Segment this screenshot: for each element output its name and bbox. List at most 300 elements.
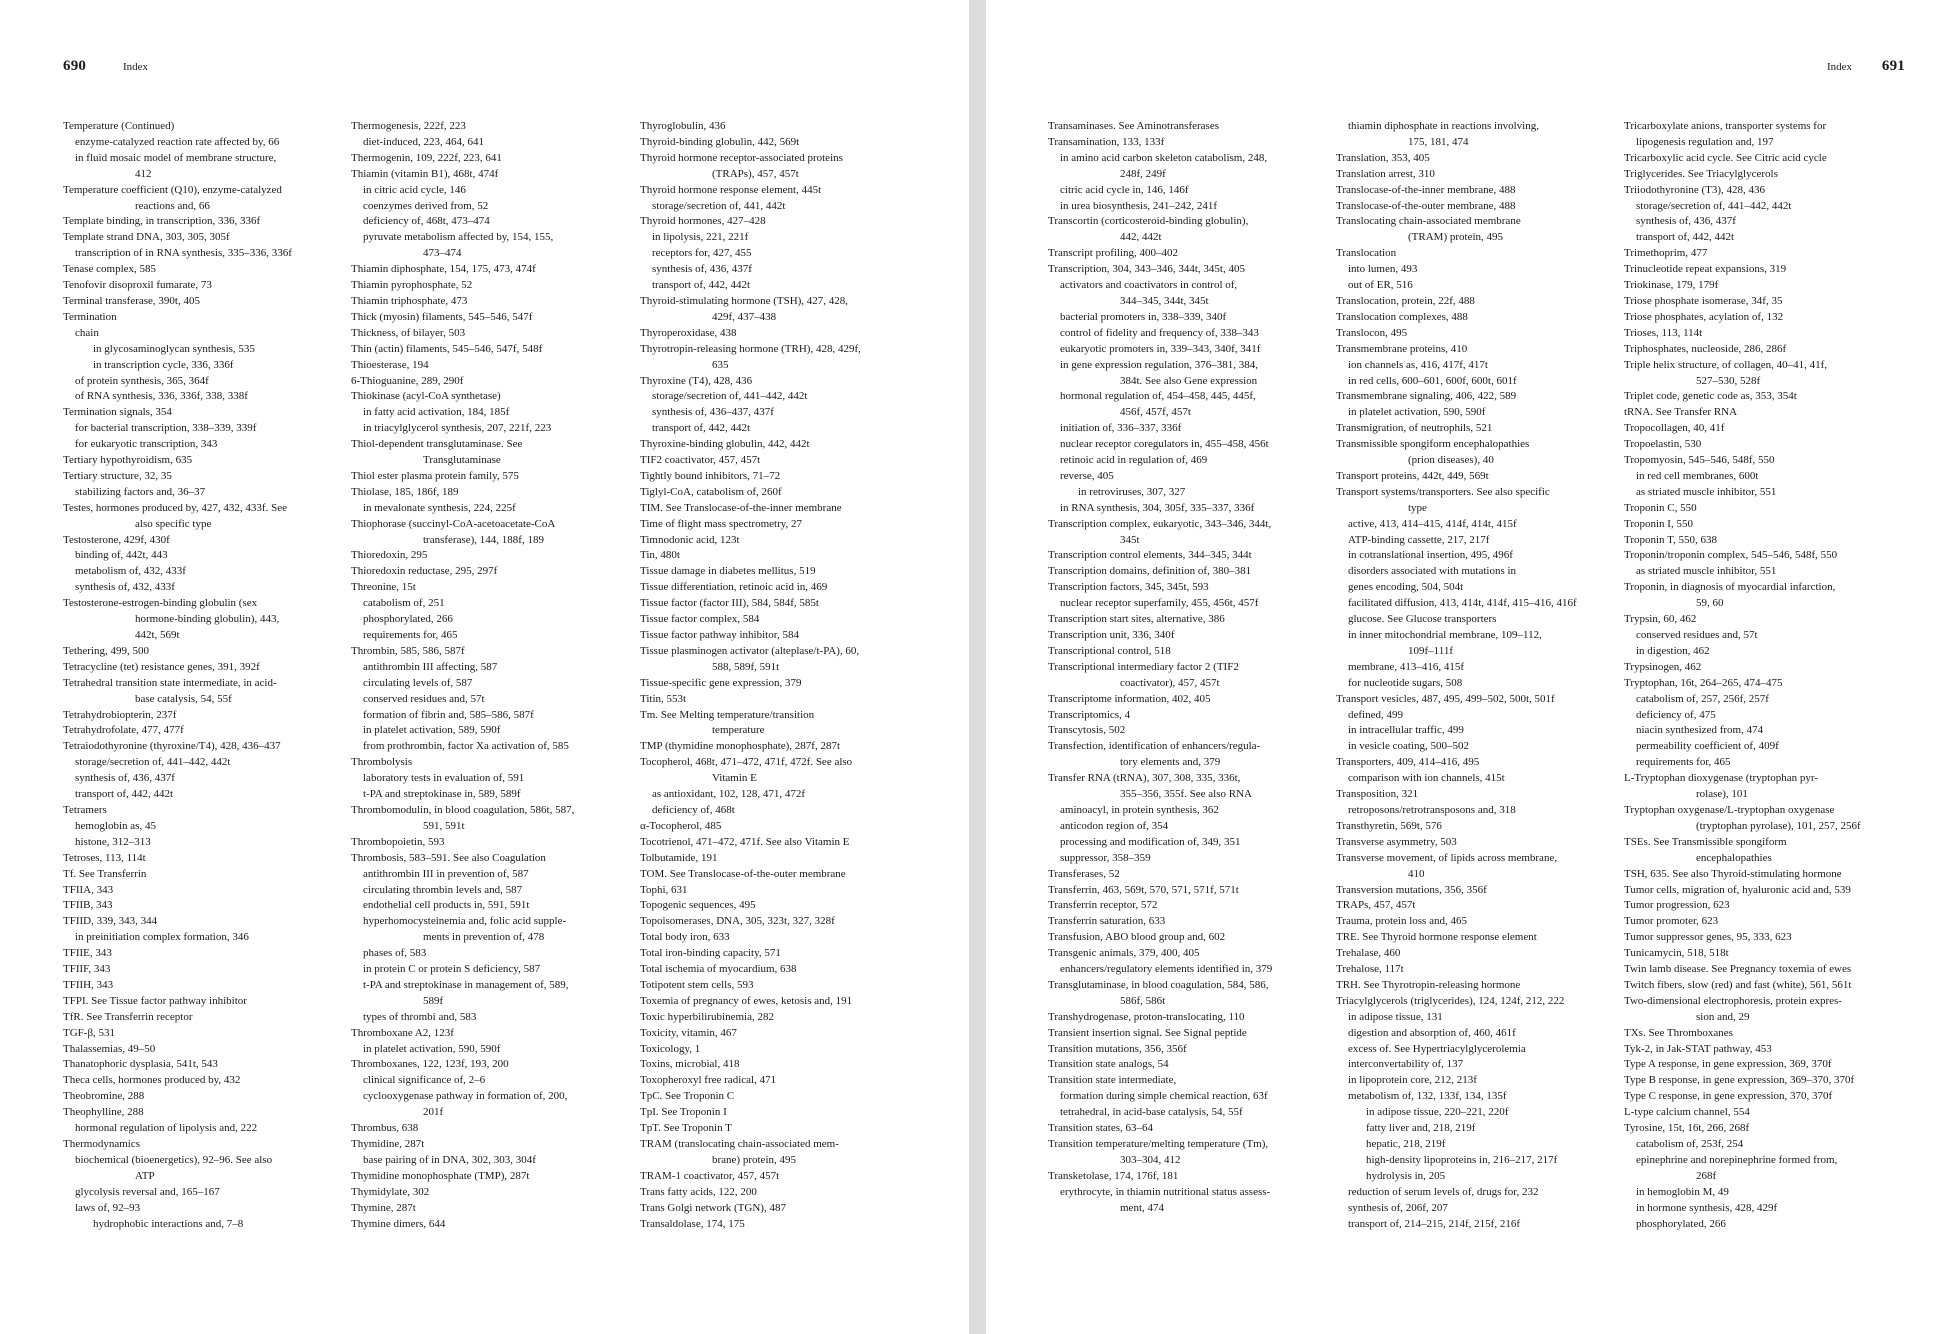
index-entry: t-PA and streptokinase in management of, 589, xyxy=(363,978,569,991)
index-entry: binding of, 442t, 443 xyxy=(75,549,168,562)
index-entry: 6-Thioguanine, 289, 290f xyxy=(351,374,464,387)
index-entry: coenzymes derived from, 52 xyxy=(363,199,489,212)
index-entry: Transient insertion signal. See Signal peptide xyxy=(1048,1026,1247,1039)
index-entry: Triphosphates, nucleoside, 286, 286f xyxy=(1624,342,1787,355)
index-entry: Thyroid-binding globulin, 442, 569t xyxy=(640,135,800,148)
index-entry: Transglutaminase xyxy=(423,454,501,467)
index-entry: Testosterone-estrogen-binding globulin (sex xyxy=(63,597,258,610)
index-entry: Termination signals, 354 xyxy=(63,406,172,419)
index-entry: Transition states, 63–64 xyxy=(1048,1122,1154,1135)
index-entry: for bacterial transcription, 338–339, 339f xyxy=(75,422,257,435)
index-entry: in glycosaminoglycan synthesis, 535 xyxy=(93,342,255,355)
index-entry: Transfer RNA (tRNA), 307, 308, 335, 336t, xyxy=(1048,772,1241,785)
index-entry: in red cells, 600–601, 600f, 600t, 601f xyxy=(1348,374,1517,387)
index-entry: Transferrin receptor, 572 xyxy=(1048,899,1158,912)
index-entry: Thrombopoietin, 593 xyxy=(351,835,445,848)
page-number: 690 xyxy=(63,58,87,74)
index-entry: transferase), 144, 188f, 189 xyxy=(423,533,544,546)
index-entry: requirements for, 465 xyxy=(363,629,458,641)
index-entry: Thyroperoxidase, 438 xyxy=(640,326,737,339)
index-entry: types of thrombi and, 583 xyxy=(363,1010,477,1023)
index-entry: Tissue factor (factor III), 584, 584f, 585t xyxy=(640,597,819,610)
index-entry: Tightly bound inhibitors, 71–72 xyxy=(640,469,781,482)
index-entry: 429f, 437–438 xyxy=(712,310,777,323)
index-entry: Type A response, in gene expression, 369, 370f xyxy=(1624,1058,1832,1071)
index-entry: Thymidylate, 302 xyxy=(351,1185,430,1198)
index-entry: Tolbutamide, 191 xyxy=(640,851,718,864)
index-entry: Thermogenin, 109, 222f, 223, 641 xyxy=(351,151,502,164)
index-entry: Topoisomerases, DNA, 305, 323t, 327, 328f xyxy=(640,915,835,928)
index-entry: Tophi, 631 xyxy=(640,883,688,896)
index-entry: Thyroglobulin, 436 xyxy=(640,120,726,132)
index-entry: TXs. See Thromboxanes xyxy=(1624,1026,1733,1039)
index-entry: 201f xyxy=(423,1106,444,1119)
index-entry: Tocopherol, 468t, 471–472, 471f, 472f. See also xyxy=(640,756,853,769)
index-entry: eukaryotic promoters in, 339–343, 340f, 341f xyxy=(1060,342,1261,355)
index-entry: also specific type xyxy=(135,517,212,530)
index-entry: 586f, 586t xyxy=(1120,994,1166,1007)
index-entry: Toxic hyperbilirubinemia, 282 xyxy=(640,1010,774,1023)
index-entry: in amino acid carbon skeleton catabolism, 248, xyxy=(1060,151,1268,164)
index-entry: enhancers/regulatory elements identified in, 379 xyxy=(1060,963,1273,976)
index-entry: Tricarboxylate anions, transporter systems for xyxy=(1624,120,1827,132)
index-entry: Troponin I, 550 xyxy=(1624,517,1693,530)
index-entry: in adipose tissue, 131 xyxy=(1348,1010,1443,1023)
index-entry: synthesis of, 206f, 207 xyxy=(1348,1201,1448,1214)
index-entry: as striated muscle inhibitor, 551 xyxy=(1636,565,1777,578)
index-entry: Transcriptional control, 518 xyxy=(1048,644,1171,657)
index-entry: 303–304, 412 xyxy=(1120,1153,1181,1166)
index-entry: hyperhomocysteinemia and, folic acid supple- xyxy=(363,915,567,928)
index-entry: from prothrombin, factor Xa activation of, 585 xyxy=(363,740,569,753)
index-entry: Tumor cells, migration of, hyaluronic acid and, 539 xyxy=(1624,883,1851,896)
page-number: 691 xyxy=(1881,58,1905,74)
index-entry: Tissue differentiation, retinoic acid in, 469 xyxy=(640,581,828,594)
index-entry: Tf. See Transferrin xyxy=(63,867,147,880)
index-entry: Translation, 353, 405 xyxy=(1336,151,1430,164)
index-entry: Thymidine monophosphate (TMP), 287t xyxy=(351,1169,530,1182)
index-entry: TSEs. See Transmissible spongiform xyxy=(1624,835,1787,848)
index-entry: in lipolysis, 221, 221f xyxy=(652,231,749,244)
index-entry: Tyrosine, 15t, 16t, 266, 268f xyxy=(1624,1122,1750,1135)
index-entry: high-density lipoproteins in, 216–217, 217f xyxy=(1366,1153,1558,1166)
index-entry: Thrombosis, 583–591. See also Coagulation xyxy=(351,851,546,864)
index-entry: deficiency of, 475 xyxy=(1636,708,1716,721)
index-entry: hemoglobin as, 45 xyxy=(75,819,156,832)
index-entry: Transfection, identification of enhancers/regula- xyxy=(1048,740,1261,753)
index-entry: Timnodonic acid, 123t xyxy=(640,533,740,546)
index-entry: Tropocollagen, 40, 41f xyxy=(1624,422,1725,435)
index-entry: in platelet activation, 590, 590f xyxy=(1348,406,1486,419)
index-entry: storage/secretion of, 441, 442t xyxy=(652,199,786,212)
index-entry: storage/secretion of, 441–442, 442t xyxy=(652,390,808,403)
index-entry: TpT. See Troponin T xyxy=(640,1122,732,1135)
index-entry: Tetracycline (tet) resistance genes, 391, 392f xyxy=(63,660,260,673)
index-entry: Tenase complex, 585 xyxy=(63,263,157,276)
index-entry: transcription of in RNA synthesis, 335–336, 336f xyxy=(75,247,292,260)
index-entry: in gene expression regulation, 376–381, 384, xyxy=(1060,358,1258,371)
index-entry: TMP (thymidine monophosphate), 287f, 287t xyxy=(640,740,841,753)
index-entry: Transcriptomics, 4 xyxy=(1048,708,1131,721)
index-entry: comparison with ion channels, 415t xyxy=(1348,772,1505,785)
index-entry: rolase), 101 xyxy=(1696,788,1748,801)
index-entry: 442t, 569t xyxy=(135,629,180,641)
index-entry: Toxopheroxyl free radical, 471 xyxy=(640,1074,777,1087)
index-entry: defined, 499 xyxy=(1348,708,1403,721)
index-entry: encephalopathies xyxy=(1696,851,1772,864)
index-entry: Thiol ester plasma protein family, 575 xyxy=(351,469,519,482)
index-entry: Terminal transferase, 390t, 405 xyxy=(63,294,200,307)
index-entry: in hemoglobin M, 49 xyxy=(1636,1185,1729,1198)
index-entry: in inner mitochondrial membrane, 109–112, xyxy=(1348,629,1542,641)
index-entry: Thyroxine-binding globulin, 442, 442t xyxy=(640,438,810,451)
index-entry: Transcriptional intermediary factor 2 (TIF2 xyxy=(1048,660,1239,673)
index-entry: of RNA synthesis, 336, 336f, 338, 338f xyxy=(75,390,248,403)
index-entry: Thick (myosin) filaments, 545–546, 547f xyxy=(351,310,533,323)
index-entry: Translation arrest, 310 xyxy=(1336,167,1435,180)
index-entry: Transglutaminase, in blood coagulation, 584, 586, xyxy=(1048,978,1269,991)
index-entry: Trioses, 113, 114t xyxy=(1624,326,1703,339)
index-entry: TSH, 635. See also Thyroid-stimulating hormone xyxy=(1624,867,1842,880)
index-entry: conserved residues and, 57t xyxy=(363,692,485,705)
index-entry: pyruvate metabolism affected by, 154, 155, xyxy=(363,231,554,244)
index-entry: Thrombus, 638 xyxy=(351,1122,419,1135)
index-entry: Totipotent stem cells, 593 xyxy=(640,978,754,991)
index-entry: activators and coactivators in control of, xyxy=(1060,279,1238,292)
index-entry: Thyroid hormone receptor-associated proteins xyxy=(640,151,843,164)
index-entry: glucose. See Glucose transporters xyxy=(1348,613,1497,626)
index-entry: metabolism of, 432, 433f xyxy=(75,565,186,578)
index-entry: tory elements and, 379 xyxy=(1120,756,1221,769)
index-entry: Transfusion, ABO blood group and, 602 xyxy=(1048,931,1226,944)
index-entry: 344–345, 344t, 345t xyxy=(1120,294,1209,307)
index-entry: Transhydrogenase, proton-translocating, 110 xyxy=(1048,1010,1245,1023)
index-entry: Transcription complex, eukaryotic, 343–346, 344t, xyxy=(1048,517,1272,530)
index-entry: Transition mutations, 356, 356f xyxy=(1048,1042,1187,1055)
index-entry: epinephrine and norepinephrine formed from, xyxy=(1636,1153,1838,1166)
index-entry: erythrocyte, in thiamin nutritional status assess- xyxy=(1060,1185,1271,1198)
index-entry: Titin, 553t xyxy=(640,692,687,705)
index-entry: (tryptophan pyrolase), 101, 257, 256f xyxy=(1696,819,1861,832)
index-entry: Tricarboxylic acid cycle. See Citric acid cycle xyxy=(1624,151,1827,164)
index-entry: Transcription start sites, alternative, 386 xyxy=(1048,613,1225,626)
index-entry: storage/secretion of, 441–442, 442t xyxy=(1636,199,1792,212)
index-entry: in intracellular traffic, 499 xyxy=(1348,724,1464,737)
index-entry: Thioredoxin reductase, 295, 297f xyxy=(351,565,498,578)
index-entry: Tissue-specific gene expression, 379 xyxy=(640,676,802,689)
index-entry: of protein synthesis, 365, 364f xyxy=(75,374,209,387)
index-entry: 635 xyxy=(712,358,729,371)
index-entry: 591, 591t xyxy=(423,819,465,832)
index-entry: glycolysis reversal and, 165–167 xyxy=(75,1185,220,1198)
index-entry: Transcriptome information, 402, 405 xyxy=(1048,692,1211,705)
index-entry: Tocotrienol, 471–472, 471f. See also Vitamin E xyxy=(640,835,850,848)
index-entry: TFIIH, 343 xyxy=(63,978,114,991)
index-entry: synthesis of, 436–437, 437f xyxy=(652,406,774,419)
index-entry: Thiamin triphosphate, 473 xyxy=(351,294,468,307)
index-entry: formation during simple chemical reaction, 63f xyxy=(1060,1090,1268,1103)
index-entry: Testes, hormones produced by, 427, 432, 433f. See xyxy=(63,501,287,514)
index-entry: Toxins, microbial, 418 xyxy=(640,1058,740,1071)
index-entry: 589f xyxy=(423,994,444,1007)
index-entry: Thanatophoric dysplasia, 541t, 543 xyxy=(63,1058,218,1071)
index-entry: coactivator), 457, 457t xyxy=(1120,676,1220,689)
index-entry: catabolism of, 253f, 254 xyxy=(1636,1138,1744,1150)
index-entry: Thromboxane A2, 123f xyxy=(351,1026,454,1039)
index-entry: Thioesterase, 194 xyxy=(351,358,429,371)
index-entry: Tissue damage in diabetes mellitus, 519 xyxy=(640,565,816,578)
index-entry: aminoacyl, in protein synthesis, 362 xyxy=(1060,803,1219,816)
index-entry: Total ischemia of myocardium, 638 xyxy=(640,963,797,976)
index-entry: endothelial cell products in, 591, 591t xyxy=(363,899,530,912)
index-entry: Troponin, in diagnosis of myocardial infarction, xyxy=(1624,581,1836,594)
index-entry: in platelet activation, 589, 590f xyxy=(363,724,501,737)
index-entry: Toxemia of pregnancy of ewes, ketosis and, 191 xyxy=(640,994,853,1007)
index-entry: 59, 60 xyxy=(1696,597,1724,610)
index-page-right xyxy=(986,0,1955,1334)
index-column-2 xyxy=(351,119,623,1232)
index-entry: hormone-binding globulin), 443, xyxy=(135,613,280,626)
index-entry: synthesis of, 432, 433f xyxy=(75,581,175,594)
index-entry: Trauma, protein loss and, 465 xyxy=(1336,915,1467,928)
index-entry: ATP xyxy=(135,1169,155,1182)
index-entry: α-Tocopherol, 485 xyxy=(640,819,722,832)
index-entry: 410 xyxy=(1408,867,1425,880)
index-entry: Thioredoxin, 295 xyxy=(351,549,428,562)
index-entry: Transaminases. See Aminotransferases xyxy=(1048,120,1219,132)
index-entry: Tyk-2, in Jak-STAT pathway, 453 xyxy=(1624,1042,1772,1055)
index-entry: Transcription, 304, 343–346, 344t, 345t, 405 xyxy=(1048,263,1245,276)
index-entry: Transketolase, 174, 176f, 181 xyxy=(1048,1169,1179,1182)
index-entry: Transposition, 321 xyxy=(1336,788,1419,801)
index-entry: Thickness, of bilayer, 503 xyxy=(351,326,466,339)
index-entry: laboratory tests in evaluation of, 591 xyxy=(363,772,525,785)
index-entry: tRNA. See Transfer RNA xyxy=(1624,406,1738,419)
index-entry: enzyme-catalyzed reaction rate affected by, 66 xyxy=(75,135,280,148)
index-entry: active, 413, 414–415, 414f, 414t, 415f xyxy=(1348,517,1517,530)
index-entry: Triglycerides. See Triacylglycerols xyxy=(1624,167,1778,180)
index-entry: Transmigration, of neutrophils, 521 xyxy=(1336,422,1493,435)
index-entry: Transport proteins, 442t, 449, 569t xyxy=(1336,469,1489,482)
index-column-4 xyxy=(1048,119,1320,1217)
index-entry: Tertiary hypothyroidism, 635 xyxy=(63,454,193,467)
index-entry: 456f, 457f, 457t xyxy=(1120,406,1191,419)
index-entry: Thiol-dependent transglutaminase. See xyxy=(351,438,523,451)
index-entry: ion channels as, 416, 417f, 417t xyxy=(1348,358,1488,371)
index-entry: in mevalonate synthesis, 224, 225f xyxy=(363,501,516,514)
index-entry: in platelet activation, 590, 590f xyxy=(363,1042,501,1055)
index-entry: in protein C or protein S deficiency, 587 xyxy=(363,963,541,976)
index-entry: Triiodothyronine (T3), 428, 436 xyxy=(1624,183,1766,196)
index-entry: 412 xyxy=(135,167,152,180)
index-entry: permeability coefficient of, 409f xyxy=(1636,740,1779,753)
index-entry: TIM. See Translocase-of-the-inner membrane xyxy=(640,501,842,514)
index-entry: circulating levels of, 587 xyxy=(363,676,473,689)
index-entry: Trehalase, 460 xyxy=(1336,947,1401,960)
index-entry: Transcription unit, 336, 340f xyxy=(1048,629,1175,641)
index-entry: initiation of, 336–337, 336f xyxy=(1060,422,1182,435)
index-entry: in vesicle coating, 500–502 xyxy=(1348,740,1469,753)
index-entry: L-Tryptophan dioxygenase (tryptophan pyr- xyxy=(1624,772,1818,785)
index-entry: Tunicamycin, 518, 518t xyxy=(1624,947,1729,960)
index-entry: Transverse asymmetry, 503 xyxy=(1336,835,1457,848)
index-entry: Tissue factor complex, 584 xyxy=(640,613,760,626)
index-entry: nuclear receptor superfamily, 455, 456t, 457f xyxy=(1060,597,1259,610)
index-entry: TOM. See Translocase-of-the-outer membrane xyxy=(640,867,846,880)
index-entry: Transverse movement, of lipids across membrane, xyxy=(1336,851,1558,864)
index-entry: base catalysis, 54, 55f xyxy=(135,692,232,705)
index-entry: Troponin T, 550, 638 xyxy=(1624,533,1718,546)
index-entry: transport of, 442, 442t xyxy=(1636,231,1735,244)
index-entry: (TRAPs), 457, 457t xyxy=(712,167,799,180)
index-entry: Translocating chain-associated membrane xyxy=(1336,215,1521,228)
index-entry: Tetroses, 113, 114t xyxy=(63,851,146,864)
index-entry: Thiamin diphosphate, 154, 175, 473, 474f xyxy=(351,263,536,276)
index-entry: thiamin diphosphate in reactions involving, xyxy=(1348,120,1539,132)
index-entry: Tumor progression, 623 xyxy=(1624,899,1730,912)
index-entry: stabilizing factors and, 36–37 xyxy=(75,485,206,498)
index-entry: Triose phosphate isomerase, 34f, 35 xyxy=(1624,294,1783,307)
index-entry: out of ER, 516 xyxy=(1348,279,1413,292)
index-entry: Triose phosphates, acylation of, 132 xyxy=(1624,310,1784,323)
index-entry: deficiency of, 468t xyxy=(652,803,735,816)
index-entry: Thrombolysis xyxy=(351,756,413,769)
index-entry: Temperature coefficient (Q10), enzyme-catalyzed xyxy=(63,183,282,196)
index-entry: Thyroid hormones, 427–428 xyxy=(640,215,766,228)
index-entry: Trehalose, 117t xyxy=(1336,963,1404,976)
index-entry: 588, 589f, 591t xyxy=(712,660,780,673)
index-entry: Transition state intermediate, xyxy=(1048,1074,1177,1087)
index-entry: in retroviruses, 307, 327 xyxy=(1078,485,1186,498)
index-entry: phosphorylated, 266 xyxy=(363,613,453,626)
index-entry: Thyroid-stimulating hormone (TSH), 427, 428, xyxy=(640,294,849,307)
index-entry: Transcortin (corticosteroid-binding globulin), xyxy=(1048,215,1249,228)
index-entry: Twin lamb disease. See Pregnancy toxemia of ewes xyxy=(1624,963,1852,976)
index-entry: niacin synthesized from, 474 xyxy=(1636,724,1764,737)
index-entry: hepatic, 218, 219f xyxy=(1366,1138,1446,1150)
index-entry: 248f, 249f xyxy=(1120,167,1166,180)
index-entry: Troponin/troponin complex, 545–546, 548f, 550 xyxy=(1624,549,1838,562)
index-entry: Transcription control elements, 344–345, 344t xyxy=(1048,549,1252,562)
index-entry: Translocation complexes, 488 xyxy=(1336,310,1468,323)
index-entry: diet-induced, 223, 464, 641 xyxy=(363,135,484,148)
index-entry: 527–530, 528f xyxy=(1696,374,1761,387)
index-entry: Tetraiodothyronine (thyroxine/T4), 428, 436–437 xyxy=(63,740,281,753)
index-entry: Thromboxanes, 122, 123f, 193, 200 xyxy=(351,1058,509,1071)
index-entry: Thiamin (vitamin B1), 468t, 474f xyxy=(351,167,499,180)
index-entry: 355–356, 355f. See also RNA xyxy=(1120,788,1252,801)
index-entry: TRAM (translocating chain-associated mem- xyxy=(640,1138,839,1150)
index-entry: Troponin C, 550 xyxy=(1624,501,1697,514)
index-entry: Thiolase, 185, 186f, 189 xyxy=(351,485,459,498)
index-entry: catabolism of, 257, 256f, 257f xyxy=(1636,692,1769,705)
index-entry: Transport systems/transporters. See also specific xyxy=(1336,485,1550,498)
index-entry: Trypsin, 60, 462 xyxy=(1624,613,1697,626)
index-entry: Transcytosis, 502 xyxy=(1048,724,1126,737)
index-entry: Time of flight mass spectrometry, 27 xyxy=(640,517,803,530)
index-entry: as antioxidant, 102, 128, 471, 472f xyxy=(652,788,806,801)
index-entry: Total iron-binding capacity, 571 xyxy=(640,947,781,960)
running-head: Index xyxy=(1826,61,1852,73)
index-entry: Tenofovir disoproxil fumarate, 73 xyxy=(63,279,212,292)
index-entry: fatty liver and, 218, 219f xyxy=(1366,1122,1476,1135)
index-entry: (prion diseases), 40 xyxy=(1408,454,1494,467)
index-entry: TFIID, 339, 343, 344 xyxy=(63,915,158,928)
index-entry: Thyroxine (T4), 428, 436 xyxy=(640,374,753,387)
index-entry: Tissue plasminogen activator (alteplase/t-PA), 60, xyxy=(640,644,860,657)
index-entry: TfR. See Transferrin receptor xyxy=(63,1010,193,1023)
index-entry: requirements for, 465 xyxy=(1636,756,1731,769)
index-entry: Tumor suppressor genes, 95, 333, 623 xyxy=(1624,931,1792,944)
index-entry: Vitamin E xyxy=(712,772,757,785)
index-entry: Transition state analogs, 54 xyxy=(1048,1058,1169,1071)
index-entry: Transmembrane proteins, 410 xyxy=(1336,342,1468,355)
index-entry: Transcription domains, definition of, 380–381 xyxy=(1048,565,1252,578)
index-entry: in citric acid cycle, 146 xyxy=(363,183,466,196)
index-entry: TFIIA, 343 xyxy=(63,883,114,896)
index-entry: 345t xyxy=(1120,533,1140,546)
index-entry: processing and modification of, 349, 351 xyxy=(1060,835,1241,848)
index-entry: Thalassemias, 49–50 xyxy=(63,1042,156,1055)
index-entry: Thymine dimers, 644 xyxy=(351,1217,446,1230)
index-entry: Tm. See Melting temperature/transition xyxy=(640,708,815,721)
index-entry: Trypsinogen, 462 xyxy=(1624,660,1702,673)
index-entry: Transferases, 52 xyxy=(1048,867,1120,880)
index-column-5 xyxy=(1336,119,1608,1232)
index-entry: Theophylline, 288 xyxy=(63,1106,144,1119)
index-entry: TFIIB, 343 xyxy=(63,899,113,912)
index-entry: 442, 442t xyxy=(1120,231,1162,244)
index-entry: Thrombin, 585, 586, 587f xyxy=(351,644,465,657)
index-entry: Triacylglycerols (triglycerides), 124, 124f, 212, 222 xyxy=(1336,994,1565,1007)
index-entry: Thermodynamics xyxy=(63,1138,140,1150)
index-entry: Trans Golgi network (TGN), 487 xyxy=(640,1201,786,1214)
index-entry: TRH. See Thyrotropin-releasing hormone xyxy=(1336,978,1521,991)
index-entry: type xyxy=(1408,501,1427,514)
index-entry: Thin (actin) filaments, 545–546, 547f, 548f xyxy=(351,342,543,355)
index-entry: Thermogenesis, 222f, 223 xyxy=(351,120,466,132)
index-column-6 xyxy=(1624,119,1896,1232)
index-entry: interconvertability of, 137 xyxy=(1348,1058,1464,1071)
index-entry: Transmissible spongiform encephalopathies xyxy=(1336,438,1530,451)
index-entry: Threonine, 15t xyxy=(351,581,416,594)
index-entry: for eukaryotic transcription, 343 xyxy=(75,438,218,451)
index-entry: facilitated diffusion, 413, 414t, 414f, 415–416, 416f xyxy=(1348,597,1577,610)
index-entry: brane) protein, 495 xyxy=(712,1153,796,1166)
index-entry: reverse, 405 xyxy=(1060,469,1114,482)
index-page-left xyxy=(0,0,969,1334)
index-entry: Tetramers xyxy=(63,803,107,816)
index-entry: Tetrahydrofolate, 477, 477f xyxy=(63,724,184,737)
index-entry: Transmembrane signaling, 406, 422, 589 xyxy=(1336,390,1517,403)
index-entry: cyclooxygenase pathway in formation of, 200, xyxy=(363,1090,568,1103)
index-entry: as striated muscle inhibitor, 551 xyxy=(1636,485,1777,498)
index-entry: in urea biosynthesis, 241–242, 241f xyxy=(1060,199,1218,212)
index-entry: in hormone synthesis, 428, 429f xyxy=(1636,1201,1778,1214)
index-entry: TRAPs, 457, 457t xyxy=(1336,899,1416,912)
index-entry: base pairing of in DNA, 302, 303, 304f xyxy=(363,1153,536,1166)
index-entry: Tethering, 499, 500 xyxy=(63,644,149,657)
index-entry: in digestion, 462 xyxy=(1636,644,1710,657)
index-entry: TIF2 coactivator, 457, 457t xyxy=(640,454,761,467)
index-entry: Triokinase, 179, 179f xyxy=(1624,279,1719,292)
index-entry: Trimethoprim, 477 xyxy=(1624,247,1708,260)
index-entry: Temperature (Continued) xyxy=(63,120,175,132)
index-entry: 384t. See also Gene expression xyxy=(1120,374,1258,387)
index-entry: TRE. See Thyroid hormone response element xyxy=(1336,931,1537,944)
index-entry: Tryptophan oxygenase/L-tryptophan oxygenase xyxy=(1624,803,1835,816)
index-entry: Theca cells, hormones produced by, 432 xyxy=(63,1074,241,1087)
